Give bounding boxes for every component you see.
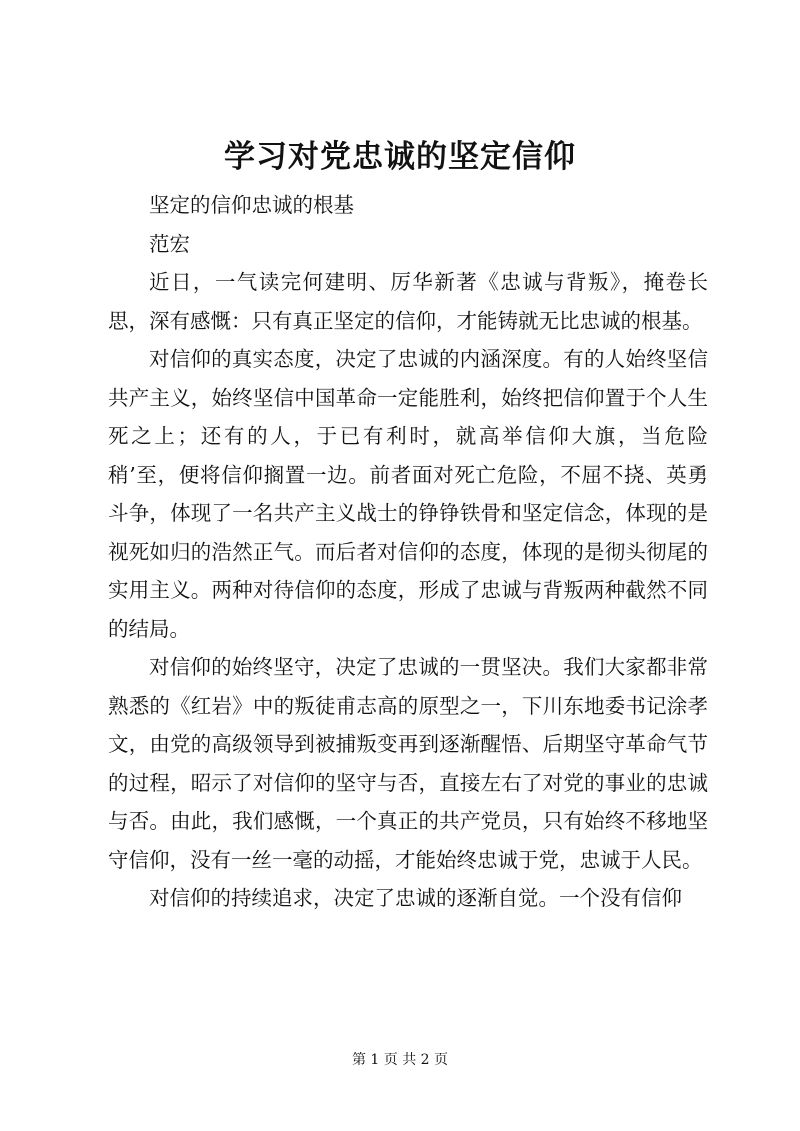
paragraph-2: 对信仰的真实态度，决定了忠诚的内涵深度。有的人始终坚信共产主义，始终坚信中国革命一定能胜利，始终把信仰置于个人生死之上；还有的人，于已有利时，就高举信仰大旗，当危险稍’至，便将信仰搁置一边。前者面对死亡危险，不屈不挠、英勇斗争，体现了一名共产主义战士的铮铮铁骨和坚定信念，体现的是视死如归的浩然正气。而后者对信仰的态度，体现的是彻头彻尾的实用主义。两种对待信仰的态度，形成了忠诚与背叛两种截然不同的结局。 bbox=[108, 347, 708, 641]
author-line: 范宏 bbox=[149, 231, 190, 256]
paragraph-1: 近日，一气读完何建明、厉华新著《忠诚与背叛》，掩卷长思，深有感慨：只有真正坚定的信仰，才能铸就无比忠诚的根基。 bbox=[108, 270, 708, 333]
page-number-footer: 第 1 页 共 2 页 bbox=[351, 1052, 449, 1068]
document-title: 学习对党忠诚的坚定信仰 bbox=[224, 139, 576, 175]
subtitle-line: 坚定的信仰忠诚的根基 bbox=[149, 193, 354, 217]
paragraph-4: 对信仰的持续追求，决定了忠诚的逐渐自觉。一个没有信仰 bbox=[149, 886, 682, 910]
paragraph-3: 对信仰的始终坚守，决定了忠诚的一贯坚决。我们大家都非常熟悉的《红岩》中的叛徒甫志高的原型之一，下川东地委书记涂孝文，由党的高级领导到被捕叛变再到逐渐醒悟、后期坚守革命气节的过程，昭示了对信仰的坚守与否，直接左右了对党的事业的忠诚与否。由此，我们感慨，一个真正的共产党员，只有始终不移地坚守信仰，没有一丝一毫的动摇，才能始终忠诚于党，忠诚于人民。 bbox=[108, 655, 708, 872]
document-body bbox=[108, 186, 708, 918]
